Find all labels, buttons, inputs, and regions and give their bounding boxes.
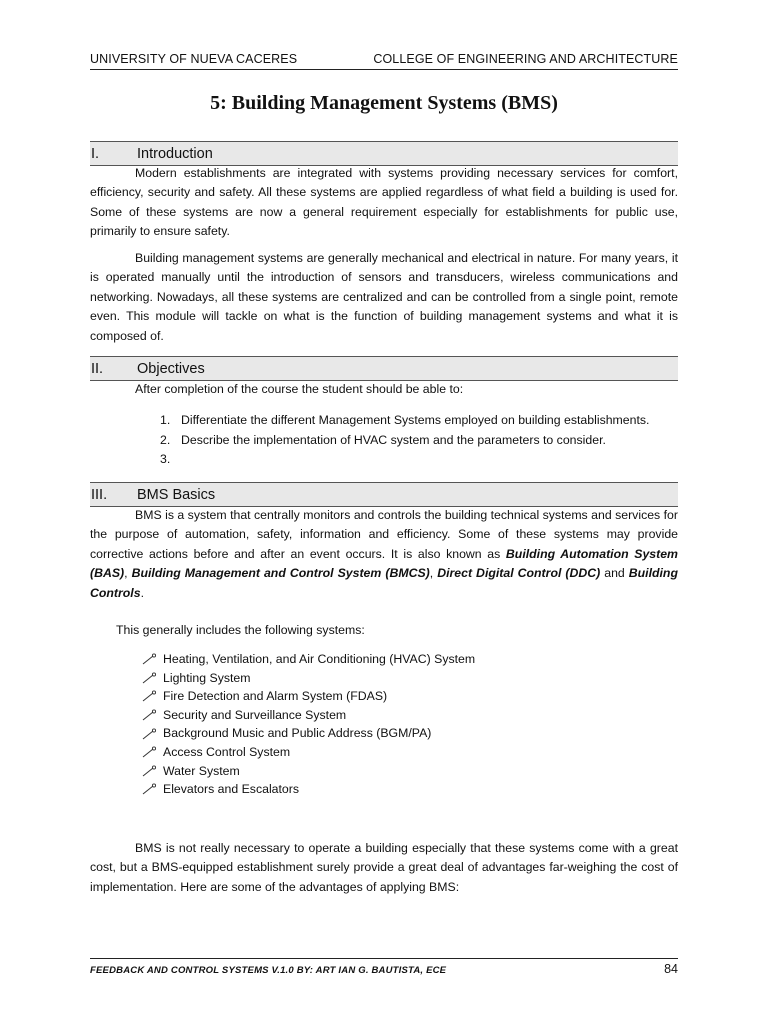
intro-paragraph-2: Building management systems are generally mechanical and electrical in nature. For many years, it is operated manually until the introduction of sensors and transducers, wireless communications and networking. Nowadays, all these systems are centralized and can be controlled from a single point, remote even. This module will tackle on what is the function of building management systems and what it is composed of.: [90, 251, 678, 343]
systems-list: [141, 650, 475, 799]
section-heading-bms-basics: [90, 482, 678, 507]
section-title: Introduction: [137, 145, 213, 162]
section-number: I.: [91, 145, 100, 162]
list-item: Elevators and Escalators: [141, 780, 475, 799]
section-title: BMS Basics: [137, 486, 216, 503]
list-item: Water System: [141, 762, 475, 781]
term-bmcs: Building Management and Control System (BMCS): [131, 566, 430, 581]
list-item: 2. Describe the implementation of HVAC system and the parameters to consider.: [160, 432, 606, 447]
header-university: UNIVERSITY OF NUEVA CACERES: [90, 52, 298, 66]
list-item: Lighting System: [141, 669, 475, 688]
pin-bullet-icon: [141, 671, 163, 685]
page-number: 84: [664, 962, 678, 976]
bms-basics-paragraph-1: BMS is a system that centrally monitors and controls the building technical systems and services for the purpose of automation, safety, information and efficiency. Some of these systems may provide corrective actions before and after an event occurs. It is also known as Building Automation System (BAS), Building Management and Control System (BMCS), Direct Digital Control (DDC) and Building Controls.: [90, 508, 678, 600]
intro-paragraph-1: Modern establishments are integrated with systems providing necessary services for comfort, efficiency, security and safety. All these systems are applied regardless of what field a building is used for. Some of these systems are now a general requirement especially for establishments for public use, primarily to ensure safety.: [90, 166, 678, 239]
section-number: II.: [91, 360, 104, 377]
pin-bullet-icon: [141, 689, 163, 703]
section-title: Objectives: [137, 360, 205, 377]
header-college: COLLEGE OF ENGINEERING AND ARCHITECTURE: [373, 52, 678, 66]
list-item: Fire Detection and Alarm System (FDAS): [141, 687, 475, 706]
section-heading-introduction: [90, 141, 678, 166]
pin-bullet-icon: [141, 727, 163, 741]
list-item: Security and Surveillance System: [141, 706, 475, 725]
list-item: Access Control System: [141, 743, 475, 762]
running-footer: [90, 958, 678, 976]
systems-lead: This generally includes the following systems:: [116, 623, 365, 637]
pin-bullet-icon: [141, 708, 163, 722]
term-ddc: Direct Digital Control (DDC): [437, 566, 601, 581]
pin-bullet-icon: [141, 764, 163, 778]
pin-bullet-icon: [141, 745, 163, 759]
list-item: Background Music and Public Address (BGM/PA): [141, 724, 475, 743]
term-bas: Building Automation System (BAS): [90, 546, 678, 581]
running-header: [90, 46, 678, 70]
list-item: 3.: [160, 452, 171, 466]
pin-bullet-icon: [141, 782, 163, 796]
bms-basics-paragraph-2: BMS is not really necessary to operate a building especially that these systems come with a great cost, but a BMS-equipped establishment surely provide a great deal of advantages far-weighing the cost of implementation. Here are some of the advantages of applying BMS:: [90, 841, 678, 894]
list-item: Heating, Ventilation, and Air Conditioning (HVAC) System: [141, 650, 475, 669]
pin-bullet-icon: [141, 652, 163, 666]
section-number: III.: [91, 486, 108, 503]
document-title: 5: Building Management Systems (BMS): [210, 92, 558, 114]
objectives-lead: After completion of the course the student should be able to:: [135, 382, 464, 396]
list-item: 1. Differentiate the different Management Systems employed on building establishments.: [160, 413, 650, 427]
section-heading-objectives: [90, 356, 678, 381]
footer-course-credit: FEEDBACK AND CONTROL SYSTEMS V.1.0 BY: ART IAN G. BAUTISTA, ECE: [90, 965, 447, 976]
term-building-controls: Building Controls: [90, 566, 678, 600]
objectives-list: [160, 411, 649, 470]
